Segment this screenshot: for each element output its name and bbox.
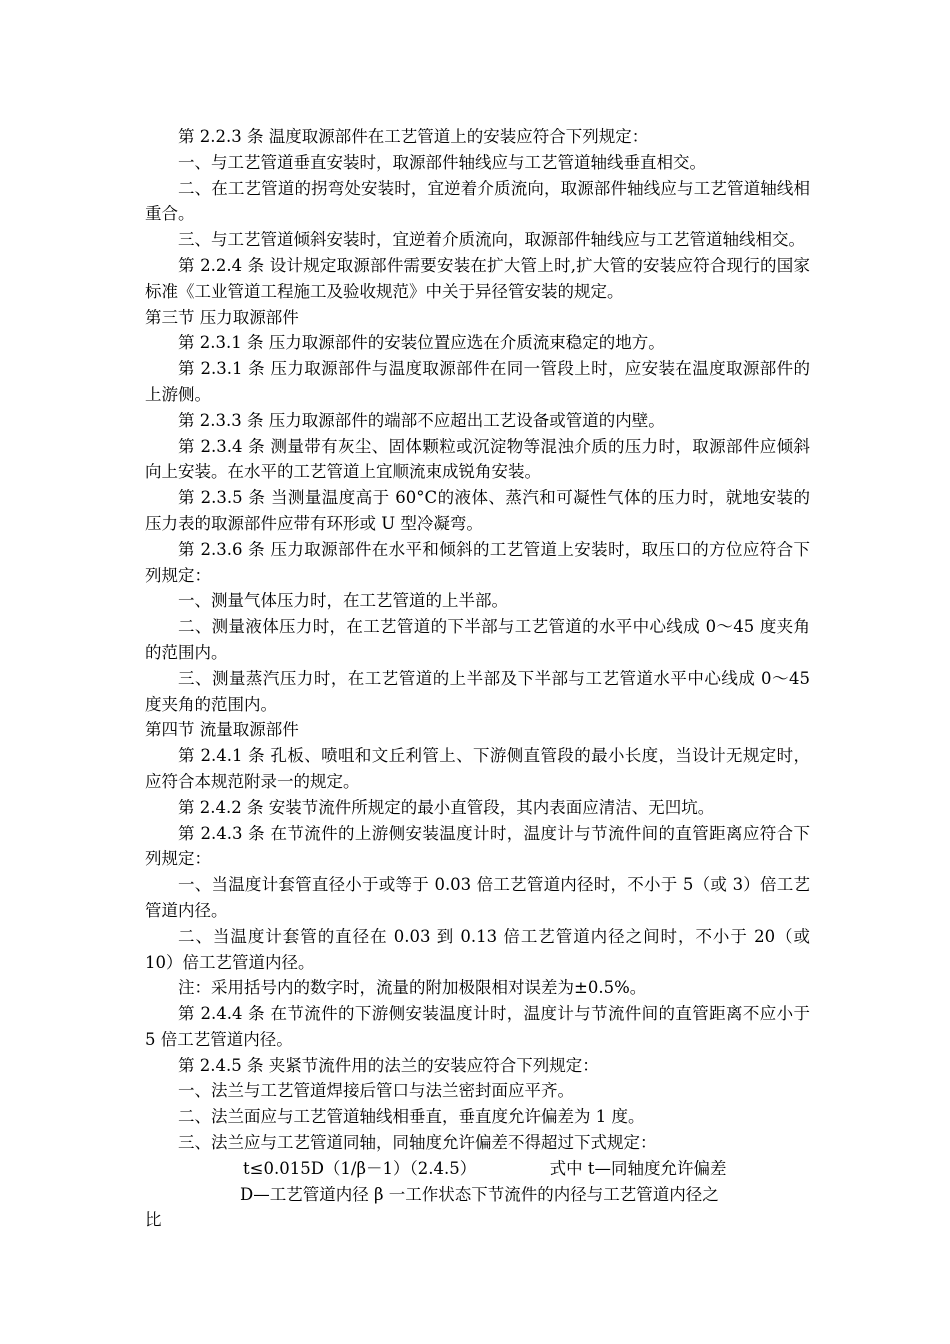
- formula-line: t≤0.015D（1/β－1）（2.4.5） 式中 t—同轴度允许偏差: [243, 1158, 727, 1178]
- formula-legend-tail: 比: [145, 1210, 162, 1230]
- clause-2-4-3: 第 2.4.3 条 在节流件的上游侧安装温度计时，温度计与节流件间的直管距离应符合下列规定：: [145, 823, 810, 869]
- clause-2-3-6: 第 2.3.6 条 压力取源部件在水平和倾斜的工艺管道上安装时，取压口的方位应符合下列规定：: [145, 539, 810, 585]
- document-body: [145, 124, 810, 1233]
- section-heading-3: 第三节 压力取源部件: [145, 307, 299, 327]
- section-heading-4: 第四节 流量取源部件: [145, 720, 299, 740]
- clause-2-4-4: 第 2.4.4 条 在节流件的下游侧安装温度计时，温度计与节流件间的直管距离不应小于 5 倍工艺管道内径。: [145, 1004, 810, 1049]
- clause-2-2-3: 第 2.2.3 条 温度取源部件在工艺管道上的安装应符合下列规定：: [178, 127, 649, 146]
- clause-2-3-5: 第 2.3.5 条 当测量温度高于 60°C的液体、蒸汽和可凝性气体的压力时，就地安装的压力表的取源部件应带有环形或 U 型冷凝弯。: [145, 488, 810, 533]
- clause-item: 一、当温度计套管直径小于或等于 0.03 倍工艺管道内径时，不小于 5（或 3）倍工艺管道内径。: [145, 875, 810, 920]
- clause-2-3-1: 第 2.3.1 条 压力取源部件的安装位置应选在介质流束稳定的地方。: [178, 333, 665, 353]
- clause-item: 三、与工艺管道倾斜安装时，宜逆着介质流向，取源部件轴线应与工艺管道轴线相交。: [178, 230, 805, 250]
- clause-item: 三、法兰应与工艺管道同轴，同轴度允许偏差不得超过下式规定：: [178, 1133, 657, 1153]
- clause-note: 注：采用括号内的数字时，流量的附加极限相对误差为±0.5%。: [178, 978, 647, 998]
- clause-item: 二、当温度计套管的直径在 0.03 到 0.13 倍工艺管道内径之间时，不小于 20（或 10）倍工艺管道内径。: [145, 926, 810, 972]
- clause-2-4-2: 第 2.4.2 条 安装节流件所规定的最小直管段，其内表面应清洁、无凹坑。: [178, 797, 715, 817]
- formula-legend: D—工艺管道内径 β 一工作状态下节流件的内径与工艺管道内径之: [240, 1184, 719, 1204]
- clause-2-4-1: 第 2.4.1 条 孔板、喷咀和文丘利管上、下游侧直管段的最小长度，当设计无规定时，应符合本规范附录一的规定。: [145, 746, 810, 791]
- clause-item: 三、测量蒸汽压力时，在工艺管道的上半部及下半部与工艺管道水平中心线成 0～45 度夹角的范围内。: [145, 668, 810, 714]
- clause-2-3-4: 第 2.3.4 条 测量带有灰尘、固体颗粒或沉淀物等混浊介质的压力时，取源部件应倾斜向上安装。在水平的工艺管道上宜顺流束成锐角安装。: [145, 436, 810, 482]
- clause-item: 二、测量液体压力时，在工艺管道的下半部与工艺管道的水平中心线成 0～45 度夹角的范围内。: [145, 617, 810, 662]
- clause-2-4-5: 第 2.4.5 条 夹紧节流件用的法兰的安装应符合下列规定：: [178, 1055, 599, 1075]
- clause-2-3-3: 第 2.3.3 条 压力取源部件的端部不应超出工艺设备或管道的内壁。: [178, 410, 665, 430]
- clause-item: 一、法兰与工艺管道焊接后管口与法兰密封面应平齐。: [178, 1081, 574, 1101]
- clause-item: 一、与工艺管道垂直安装时，取源部件轴线应与工艺管道轴线垂直相交。: [178, 152, 706, 172]
- clause-item: 一、测量气体压力时，在工艺管道的上半部。: [178, 591, 508, 611]
- clause-2-2-4: 第 2.2.4 条 设计规定取源部件需要安装在扩大管上时,扩大管的安装应符合现行的国家标准《工业管道工程施工及验收规范》中关于异径管安装的规定。: [145, 255, 810, 301]
- clause-2-3-1-b: 第 2.3.1 条 压力取源部件与温度取源部件在同一管段上时，应安装在温度取源部件的上游侧。: [145, 359, 810, 404]
- clause-item: 二、在工艺管道的拐弯处安装时，宜逆着介质流向，取源部件轴线应与工艺管道轴线相重合。: [145, 178, 810, 224]
- clause-item: 二、法兰面应与工艺管道轴线相垂直，垂直度允许偏差为 1 度。: [178, 1107, 645, 1127]
